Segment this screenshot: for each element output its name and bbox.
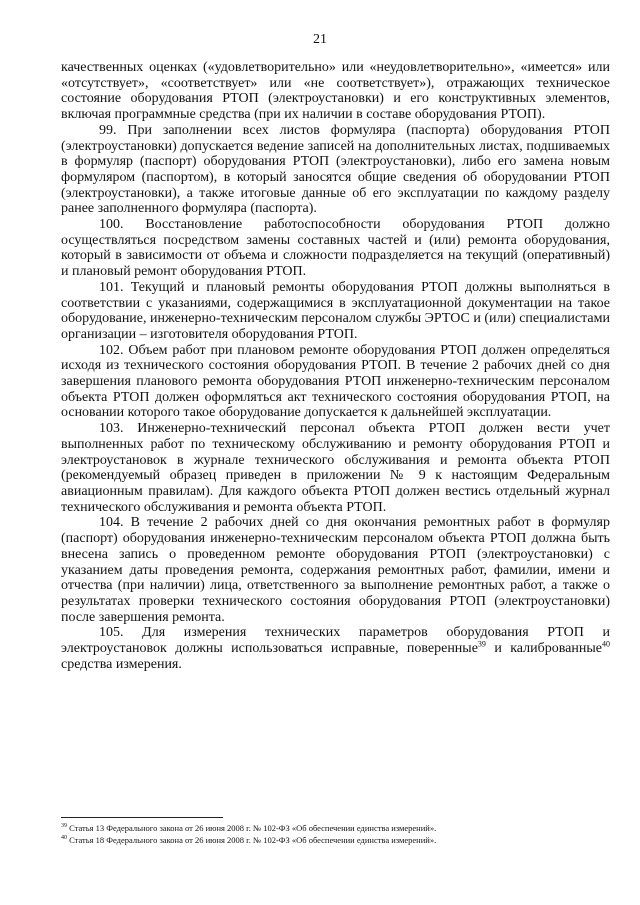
- paragraph-104: 104. В течение 2 рабочих дней со дня окончания ремонтных работ в формуляр (паспорт) оборудования инженерно-техническим персоналом объекта РТОП должна быть внесена запись о проведенном ремонте оборудования РТОП (электроустановки) с указанием даты проведения ремонта, содержания ремонтных работ, фамилии, имени и отчества (при наличии) лица, ответственного за выполнение ремонтных работ, а также о результатах проверки технического состояния оборудования РТОП (электроустановки) после завершения ремонта.: [61, 515, 610, 625]
- paragraph-105-part-2: и калиброванные: [485, 641, 602, 657]
- footnotes: [61, 823, 610, 846]
- paragraph-continuation: качественных оценках («удовлетворительно» или «неудовлетворительно», «имеется» или «отсутствует», «соответствует» или «не соответствует»), отражающих техническое состояние оборудования РТОП (электроустановки) и его конструктивных элементов, включая программные средства (при их наличии в составе оборудования РТОП).: [61, 60, 610, 123]
- paragraph-99: 99. При заполнении всех листов формуляра (паспорта) оборудования РТОП (электроустановки) допускается ведение записей на дополнительных листах, подшиваемых в формуляр (паспорт) оборудования РТОП (электроустановки), либо его замена новым формуляром (паспортом), в который заносятся общие сведения об оборудовании РТОП (электроустановки), а также итоговые данные об его эксплуатации по каждому разделу ранее заполненного формуляра (паспорта).: [61, 122, 610, 217]
- footnote-39: [61, 823, 610, 835]
- paragraph-105: [61, 625, 610, 672]
- footnote-text: Статья 18 Федерального закона от 26 июня 2008 г. № 102-ФЗ «Об обеспечении единства измерений».: [67, 834, 437, 845]
- footnote-mark: 40: [61, 834, 67, 841]
- paragraph-103: 103. Инженерно-технический персонал объекта РТОП должен вести учет выполненных работ по техническому обслуживанию и ремонту оборудования РТОП и электроустановок в журнале технического обслуживания и ремонта объекта РТОП (рекомендуемый образец приведен в приложении № 9 к настоящим Федеральным авиационным правилам). Для каждого объекта РТОП должен вестись отдельный журнал технического обслуживания и ремонта объекта РТОП.: [61, 421, 610, 515]
- footnote-ref-39[interactable]: 39: [477, 639, 486, 649]
- paragraph-101: 101. Текущий и плановый ремонты оборудования РТОП должны выполняться в соответствии с указаниями, содержащимися в эксплуатационной документации на такое оборудование, инженерно-техническим персоналом службы ЭРТОС и (или) специалистами организации – изготовителя оборудования РТОП.: [61, 279, 610, 342]
- page-number: 21: [313, 32, 327, 47]
- footnote-ref-40[interactable]: 40: [602, 639, 610, 649]
- paragraph-105-part-1: 105. Для измерения технических параметров оборудования РТОП и электроустановок должны использоваться исправные, поверенные: [61, 625, 610, 657]
- paragraph-105-part-3: средства измерения.: [61, 656, 182, 672]
- footnote-divider: [61, 817, 223, 818]
- paragraph-102: 102. Объем работ при плановом ремонте оборудования РТОП должен определяться исходя из технического состояния оборудования РТОП. В течение 2 рабочих дней со дня завершения планового ремонта оборудования РТОП инженерно-техническим персоналом объекта РТОП должен оформляться акт технического состояния оборудования РТОП, на основании которого такое оборудование допускается к дальнейшей эксплуатации.: [61, 342, 610, 421]
- footnote-text: Статья 13 Федерального закона от 26 июня 2008 г. № 102-ФЗ «Об обеспечении единства измерений».: [67, 823, 437, 833]
- document-body: [61, 60, 610, 672]
- paragraph-100: 100. Восстановление работоспособности оборудования РТОП должно осуществляться посредством замены составных частей и (или) ремонта оборудования, который в зависимости от объема и сложности подразделяется на текущий (оперативный) и плановый ремонт оборудования РТОП.: [61, 217, 610, 280]
- footnote-mark: 39: [61, 823, 67, 830]
- footnote-40: [61, 835, 610, 847]
